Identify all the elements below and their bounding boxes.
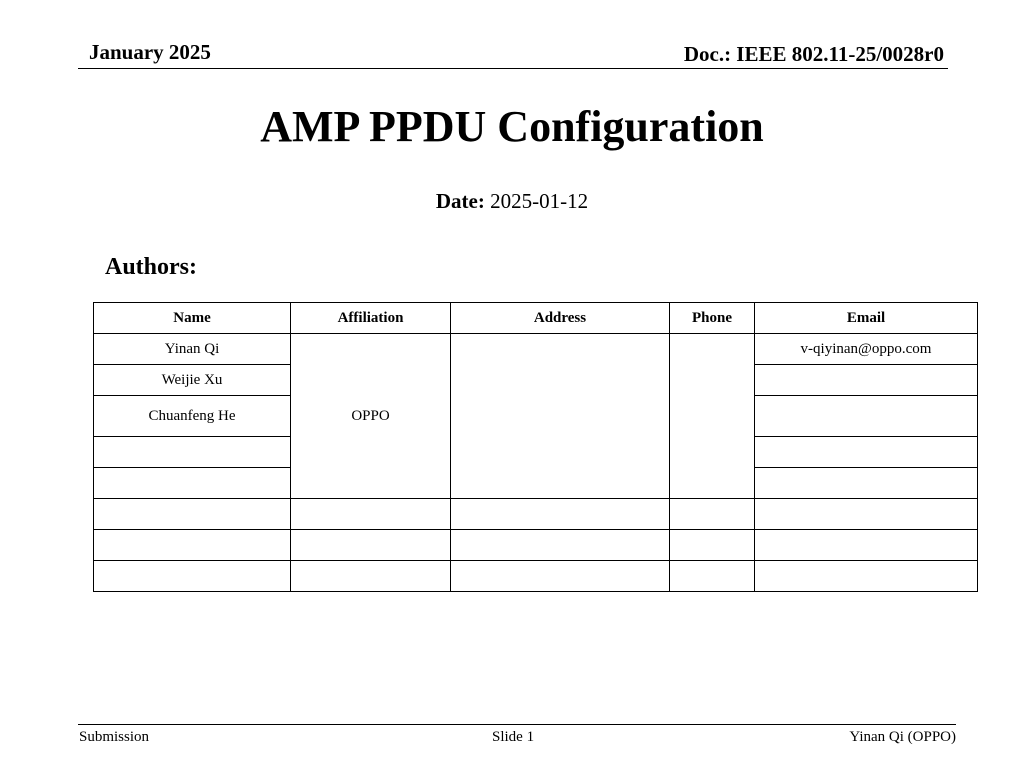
cell-phone — [670, 530, 755, 561]
cell-email: v-qiyinan@oppo.com — [755, 334, 978, 365]
cell-affiliation: OPPO — [291, 334, 451, 499]
header-date: January 2025 — [89, 40, 211, 64]
cell-address — [451, 499, 670, 530]
header-divider — [78, 68, 948, 69]
authors-table — [93, 302, 978, 592]
cell-phone — [670, 499, 755, 530]
cell-email — [755, 530, 978, 561]
footer-author: Yinan Qi (OPPO) — [849, 729, 956, 745]
date-label: Date: — [435, 189, 485, 213]
cell-affiliation — [291, 499, 451, 530]
cell-name — [94, 468, 291, 499]
footer-slide-number: Slide 1 — [492, 729, 535, 745]
cell-name-text: Chuanfeng He — [148, 407, 236, 424]
cell-email — [755, 396, 978, 437]
date-line — [0, 188, 1024, 214]
cell-name — [94, 561, 291, 592]
cell-phone — [670, 334, 755, 499]
header-doc-id: Doc.: IEEE 802.11-25/0028r0 — [683, 42, 944, 66]
cell-email — [755, 499, 978, 530]
header-name: Name — [94, 303, 291, 334]
cell-name — [94, 396, 291, 437]
table-row — [94, 499, 978, 530]
cell-name: Yinan Qi — [94, 334, 291, 365]
cell-affiliation — [291, 561, 451, 592]
date-value: 2025-01-12 — [490, 189, 589, 213]
header-affiliation: Affiliation — [291, 303, 451, 334]
authors-heading: Authors: — [105, 254, 198, 280]
cell-affiliation — [291, 530, 451, 561]
footer-divider — [78, 724, 956, 725]
cell-email — [755, 437, 978, 468]
cell-name — [94, 437, 291, 468]
table-row — [94, 334, 978, 365]
slide-title: AMP PPDU Configuration — [260, 102, 764, 151]
cell-address — [451, 530, 670, 561]
header-address: Address — [451, 303, 670, 334]
footer-submission: Submission — [79, 729, 150, 745]
cell-email — [755, 365, 978, 396]
cell-address — [451, 561, 670, 592]
cell-name: Weijie Xu — [94, 365, 291, 396]
table-header-row — [94, 303, 978, 334]
cell-address — [451, 334, 670, 499]
header-phone: Phone — [670, 303, 755, 334]
cell-name — [94, 499, 291, 530]
table-row — [94, 561, 978, 592]
cell-email — [755, 468, 978, 499]
cell-phone — [670, 561, 755, 592]
cell-name — [94, 530, 291, 561]
cell-email — [755, 561, 978, 592]
table-row — [94, 530, 978, 561]
header-email: Email — [755, 303, 978, 334]
